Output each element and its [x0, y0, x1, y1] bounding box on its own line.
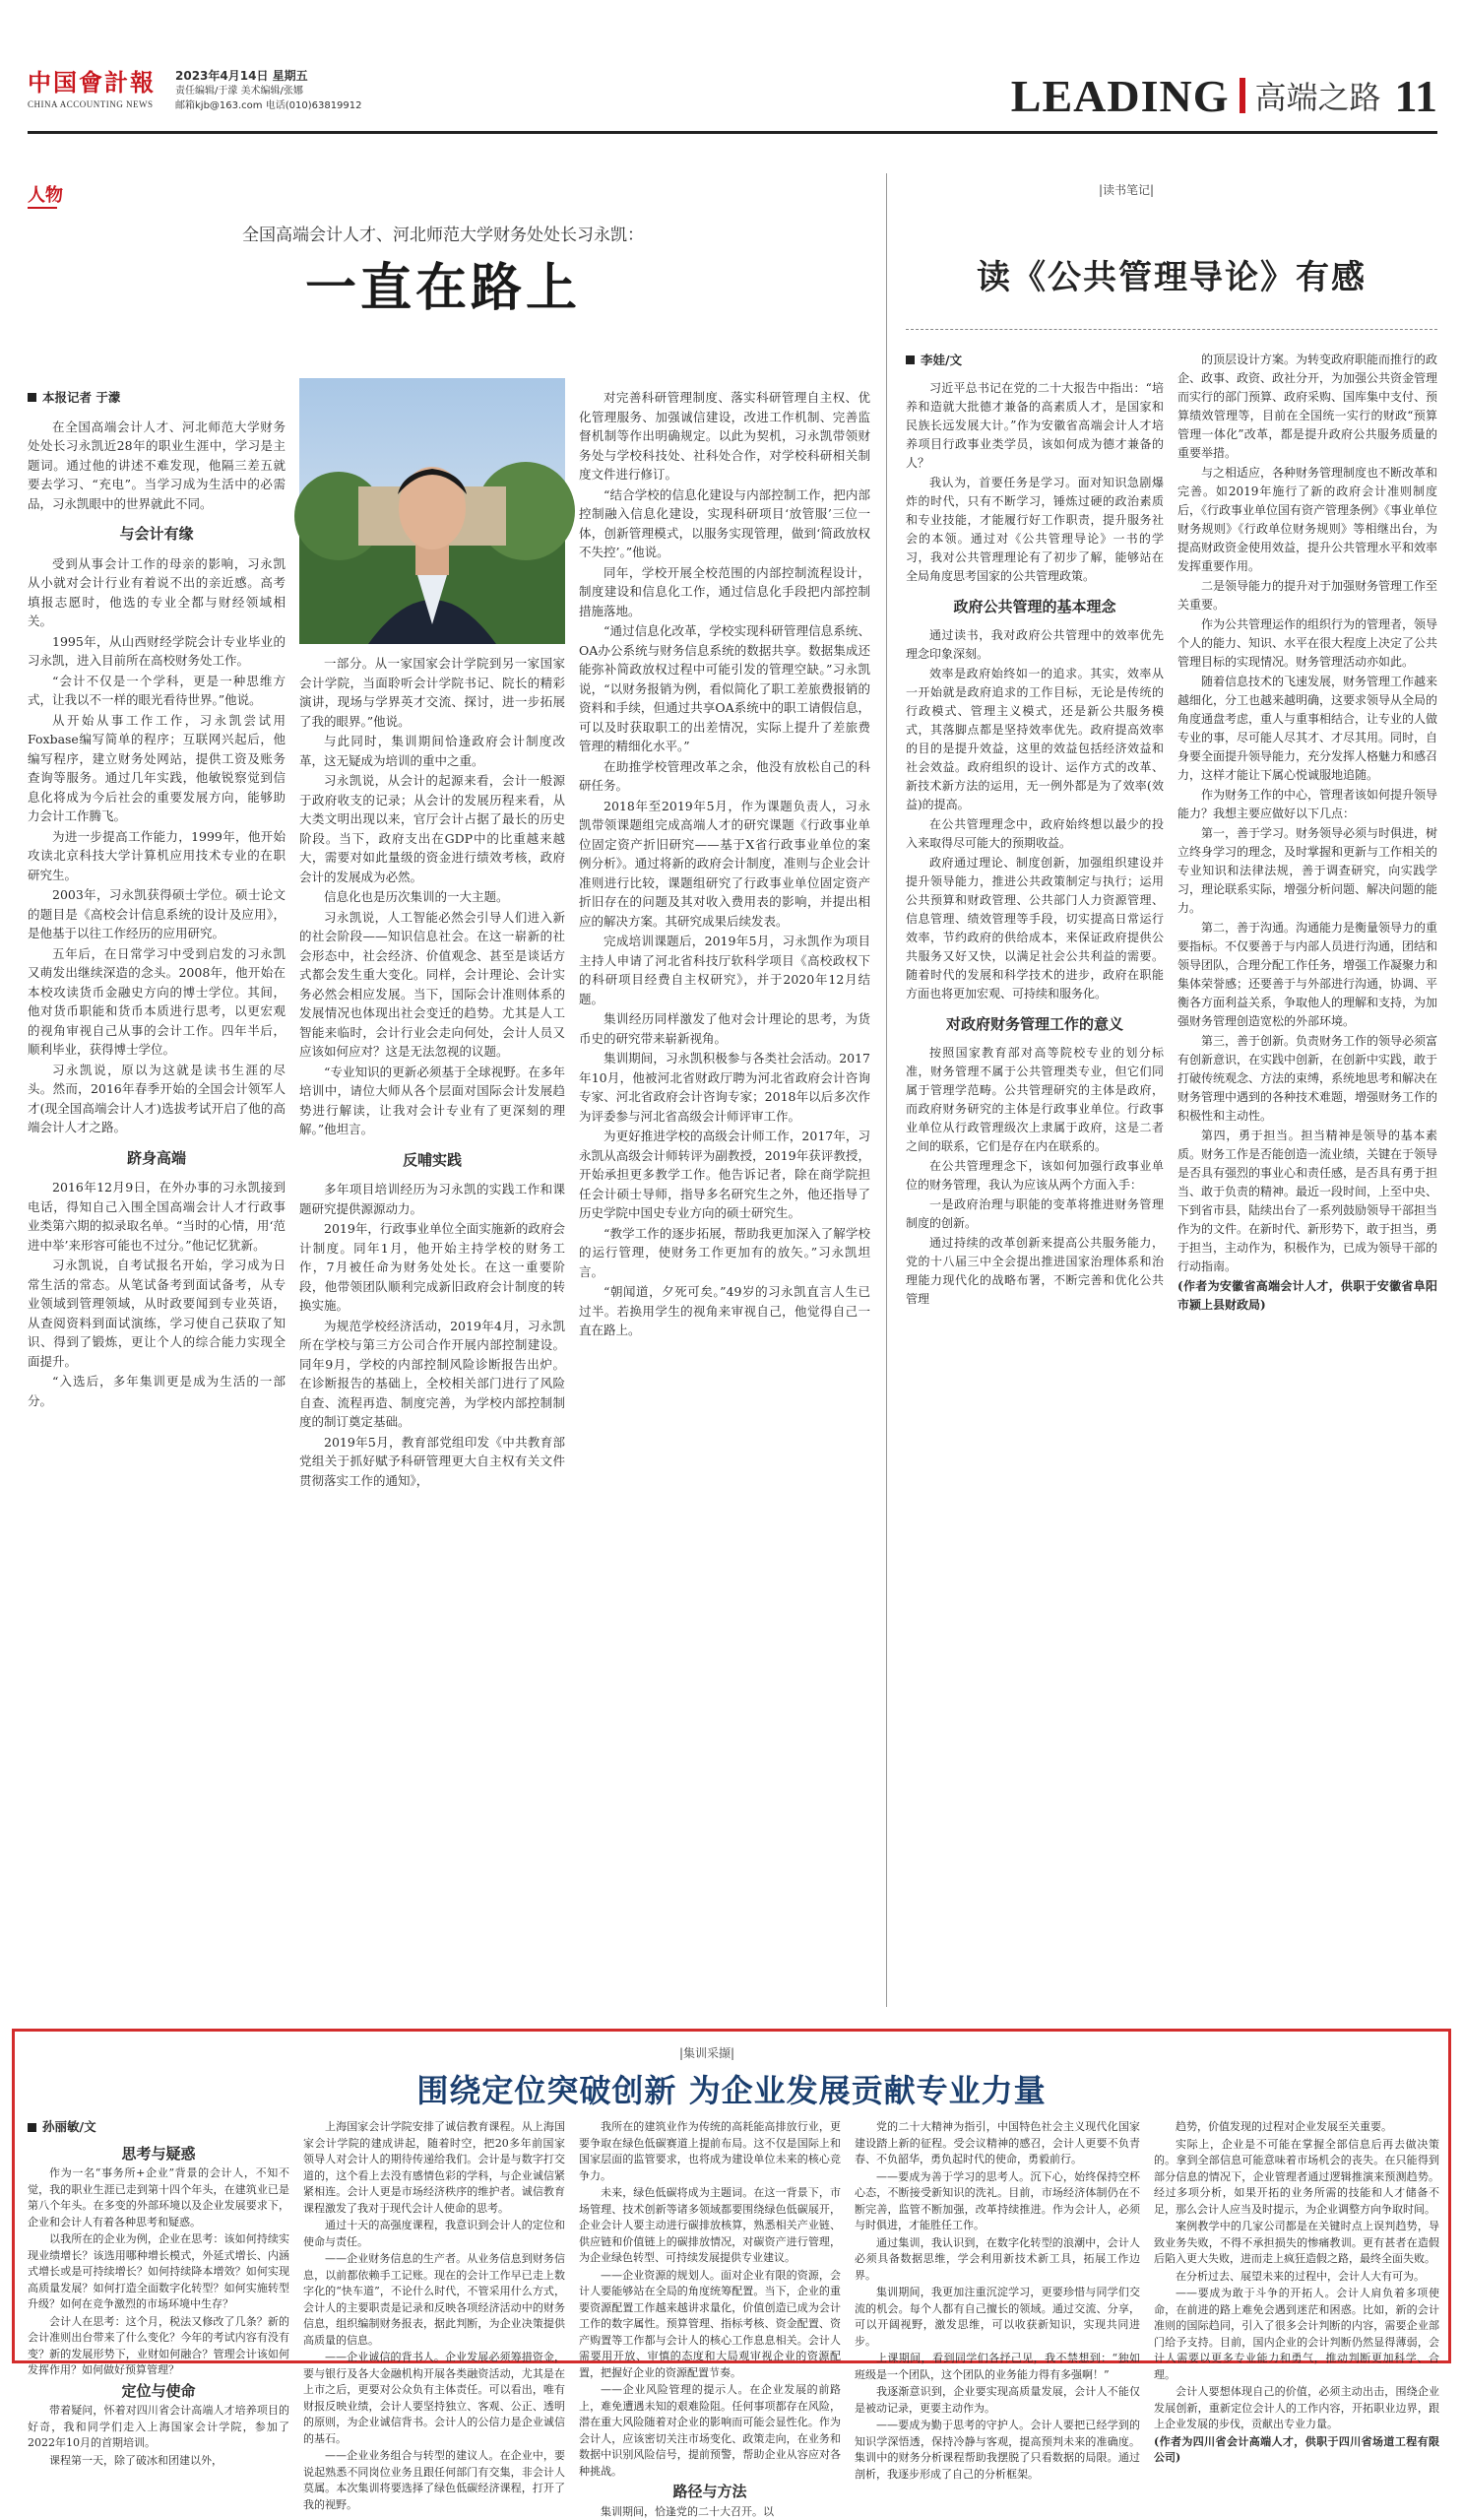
paragraph: 第二，善于沟通。沟通能力是衡量领导力的重要指标。不仅要善于与内部人员进行沟通，团结和领导团队，合理分配工作任务，增强工作凝聚力和集体荣誉感；还要善于与外部进行沟通，协调、平衡各方面利益关系，争取他人的理解和支持，为加强财务管理创造宽松的外部环境。 — [1177, 919, 1437, 1031]
paragraph: 实际上，企业是不可能在掌握全部信息后再去做决策的。拿到全部信息可能意味着市场机会的丧失。在只能得到部分信息的情况下，企业管理者通过逻辑推演来预测趋势。经过多项分析，如果开拓的业务所需的技能和人才储备不足，那么会计人应当及时提示，为企业调整方向争取时间。 — [1154, 2137, 1439, 2219]
reading-column-2 — [1177, 351, 1437, 2015]
paragraph: 2016年12月9日，在外办事的习永凯接到电话，得知自己入围全国高端会计人才行政事业类第六期的拟录取名单。“当时的心情，用‘范进中举’来形容可能也不过分。”他记忆犹新。 — [28, 1178, 286, 1255]
paragraph: ——要成为善于学习的思考人。沉下心，始终保持空杯心态，不断接受新知识的洗礼。目前，市场经济体制仍在不断完善，监管不断加强，改革持续推进。作为会计人，必须与时俱进，才能胜任工作。 — [855, 2169, 1140, 2234]
paragraph: 在公共管理理念中，政府始终想以最少的投入来取得尽可能大的预期收益。 — [906, 815, 1164, 853]
paragraph: “专业知识的更新必须基于全球视野。在多年培训中，请位大师从各个层面对国际会计发展趋势进行解读，让我对会计专业有了更深刻的理解。”他坦言。 — [299, 1063, 565, 1139]
kicker-person: 人物 — [28, 181, 63, 207]
paragraph: 对完善科研管理制度、落实科研管理自主权、优化管理服务、加强诚信建设，改进工作机制、完善监督机制等作出明确规定。以此为契机，习永凯带领财务处与学校科技处、社科处合作，对学校科研相关制度文件进行修订。 — [579, 388, 870, 485]
section-heading: 定位与使命 — [28, 2383, 289, 2400]
logo-cn: 中国會計報 — [28, 63, 167, 97]
paragraph: 第三，善于创新。负责财务工作的领导必须富有创新意识，在实践中创新，在创新中实践，敢于打破传统观念、方法的束缚，系统地思考和解决在财务管理中遇到的各种技术难题，增强财务工作的积极性和主动性。 — [1177, 1032, 1437, 1126]
paragraph: 2003年，习永凯获得硕士学位。硕士论文的题目是《高校会计信息系统的设计及应用》，是他基于以往工作经历的应用研究。 — [28, 885, 286, 943]
paragraph: “会计不仅是一个学科，更是一种思维方式，让我以不一样的眼光看待世界。”他说。 — [28, 672, 286, 710]
training-column-4 — [855, 2119, 1140, 2356]
paragraph: 通过集训，我认识到，在数字化转型的浪潮中，会计人必须具备数据思维，学会利用新技术新工具，拓展工作边界。 — [855, 2235, 1140, 2285]
kicker-underline — [28, 207, 57, 209]
paragraph: 在助推学校管理改革之余，他没有放松自己的科研任务。 — [579, 757, 870, 796]
author-credit: (作者为四川省会计高端人才，供职于四川省场道工程有限公司) — [1154, 2434, 1439, 2467]
paragraph: 党的二十大精神为指引，中国特色社会主义现代化国家建设踏上新的征程。受会议精神的感召，会计人更要不负青春、不负韶华，勇负起时代的使命，勇毅前行。 — [855, 2119, 1140, 2168]
column-tag-training: |集训采撷| — [679, 2044, 734, 2061]
paragraph: 效率是政府始终如一的追求。其实，效率从一开始就是政府追求的工作目标，无论是传统的行政模式、管理主义模式，还是新公共服务模式，其落脚点都是坚持效率优先。政府提高效率的目的是提升效益，这里的效益包括经济效益和社会效益。政府组织的设计、运作方式的改革、新技术新方法的运用，无一例外都是为了效率(效益)的提高。 — [906, 665, 1164, 814]
masthead — [28, 61, 1437, 134]
paragraph: 集训经历同样激发了他对会计理论的思考，为货币史的研究带来崭新视角。 — [579, 1009, 870, 1048]
paragraph: 为更好推进学校的高级会计师工作，2017年，习永凯从高级会计师转评为副教授，2019年获评教授，开始承担更多教学工作。他告诉记者，除在商学院担任会计硕士导师，指导多名研究生之外，他还指导了历史学院中国史专业方向的硕士研究生。 — [579, 1127, 870, 1223]
person-intro — [28, 418, 286, 514]
paragraph: 为规范学校经济活动，2019年4月，习永凯所在学校与第三方公司合作开展内部控制建设。同年9月，学校的内部控制风险诊断报告出炉。在诊断报告的基础上，全校相关部门进行了风险自查、流程再造、制度完善，为学校内部控制制度的制订奠定基础。 — [299, 1317, 565, 1432]
paragraph: 在全国高端会计人才、河北师范大学财务处处长习永凯近28年的职业生涯中，学习是主题词。通过他的讲述不难发现，他隔三差五就要去学习、“充电”。当学习成为生活中的必需品，习永凯眼中的世界就此不同。 — [28, 418, 286, 514]
paragraph: ——企业风险管理的提示人。在企业发展的前路上，难免遭遇未知的艰难险阻。任何事项都存在风险，潜在重大风险随着对企业的影响而可能会显性化。作为会计人，应该密切关注市场变化、政策走向，在业务和数据中识别风险信号，提前预警，帮助企业从容应对各种挑战。 — [579, 2382, 841, 2480]
section-en: LEADING — [1011, 70, 1230, 122]
paragraph: 与之相适应，各种财务管理制度也不断改革和完善。如2019年施行了新的政府会计准则制度后，《行政事业单位国有资产管理条例》《事业单位财务规则》《行政单位财务规则》等相继出台，为提高财政资金使用效益，提升公共管理水平和效率发挥重要作用。 — [1177, 464, 1437, 576]
training-col3b-paragraphs — [579, 2504, 841, 2520]
paragraph: 在分析过去、展望未来的过程中，会计人大有可为。 — [1154, 2269, 1439, 2286]
paragraph: ——要成为敢于斗争的开拓人。会计人肩负着多项使命，在前进的路上难免会遇到迷茫和困惑。比如，新的会计准则的国际趋同，引入了很多会计判断的内容，需要企业部门给予支持。目前，国内企业的会计判断仍然显得薄弱，会计人需要以更多专业能力和勇气，推动判断更加科学、合理。 — [1154, 2286, 1439, 2383]
issue-meta — [175, 69, 362, 113]
paragraph: 习永凯说，自考试报名开始，学习成为日常生活的常态。从笔试备考到面试备考，从专业领域到管理领域，从时政要闻到专业英语，从查阅资料到面试演练，学习使自己获取了知识、得到了锻炼，更让个人的综合能力实现全面提升。 — [28, 1256, 286, 1371]
reading-col2-paragraphs — [1177, 351, 1437, 1276]
training-column-2 — [303, 2119, 565, 2356]
column-divider — [886, 173, 887, 2007]
paragraph: 2018年至2019年5月，作为课题负责人，习永凯带领课题组完成高端人才的研究课题《行政事业单位固定资产折旧研究——基于X省行政事业单位的案例分析》。通过将新的政府会计制度，准则与企业会计准则进行比较，课题组研究了行政事业单位固定资产折旧存在的问题及其对收入费用表的影响，并提出相应的解决方案。其研究成果后续发表。 — [579, 797, 870, 932]
training-column-5 — [1154, 2119, 1439, 2356]
paragraph: 通过持续的改革创新来提高公共服务能力，党的十八届三中全会提出推进国家治理体系和治理能力现代化的战略布署，不断完善和优化公共管理 — [906, 1234, 1164, 1309]
paragraph: ——企业诚信的背书人。企业发展必须筹措资金，要与银行及各大金融机构开展各类融资活动，尤其是在上市之后，更要对公众负有主体责任。可以看出，唯有财报反映业绩，会计人要坚持独立、客观、公正、透明的原则，为企业诚信背书。会计人的公信力是企业诚信的基石。 — [303, 2350, 565, 2447]
logo-en: CHINA ACCOUNTING NEWS — [28, 99, 167, 109]
paragraph: 习永凯说，人工智能必然会引导人们进入新的社会阶段——知识信息社会。在这一崭新的社会形态中，社会经济、价值观念、甚至是谈话方式都会发生重大变化。同样，会计理论、会计实务必然会相应发展。当下，国际会计准则体系的发展情况也体现出社会变迁的趋势。尤其是人工智能来临时，会计行业会走向何处，会计人员又应该如何应对？这是无法忽视的议题。 — [299, 908, 565, 1062]
paragraph: 习永凯说，从会计的起源来看，会计一般源于政府收支的记录；从会计的发展历程来看，从大类文明出现以来，官厅会计占据了最长的历史阶段。当下，政府支出在GDP中的比重越来越大，需要对如此量级的资金进行绩效考核，政府会计的发展成为必然。 — [299, 771, 565, 886]
column-tag-reading: |读书笔记| — [1099, 181, 1154, 198]
paragraph: 同年，学校开展全校范围的内部控制流程设计，制度建设和信息化工作，通过信息化手段把内部控制措施落地。 — [579, 563, 870, 621]
training-col5-paragraphs — [1154, 2119, 1439, 2433]
training-column-3 — [579, 2119, 841, 2356]
paragraph: ——企业财务信息的生产者。从业务信息到财务信息，以前都依赖手工记账。现在的会计工作早已走上数字化的“快车道”，不论什么时代，不管采用什么方式，会计人的主要职责是记录和反映各项经济活动中的财务信息，组织编制财务报表，据此判断，为企业决策提供高质量的信息。 — [303, 2251, 565, 2349]
paragraph: 2019年5月，教育部党组印发《中共教育部党组关于抓好赋予科研管理更大自主权有关文件贯彻落实工作的通知》， — [299, 1433, 565, 1491]
paragraph: 上海国家会计学院安排了诚信教育课程。从上海国家会计学院的建成讲起，随着时空，把20多年前国家领导人对会计人的期待传递给我们。会计是与数字打交道的，这个看上去没有感情色彩的学科，与企业诚信紧紧相连。会计人更是市场经济秩序的维护者。诚信教育课程激发了我对于现代会计人使命的思考。 — [303, 2119, 565, 2217]
training-section-1 — [28, 2165, 289, 2379]
reading-byline: 李娃/文 — [906, 351, 1164, 369]
section-heading: 思考与疑惑 — [28, 2146, 289, 2163]
paragraph: 集训期间，我更加注重沉淀学习，更要珍惜与同学们交流的机会。每个人都有自己擅长的领域。通过交流、分享，可以开阔视野，激发思维，可以收获新知识，实现共同进步。 — [855, 2285, 1140, 2350]
reading-section-2 — [906, 1044, 1164, 1309]
paragraph: 的顶层设计方案。为转变政府职能而推行的政企、政事、政资、政社分开，为加强公共资金管理而实行的部门预算、政府采购、国库集中支付、预算绩效管理等，目前在全国统一实行的财政“预算管理一体化”改革，都是提升政府公共服务质量的重要举措。 — [1177, 351, 1437, 463]
paragraph: 信息化也是历次集训的一大主题。 — [299, 887, 565, 907]
reading-section-1 — [906, 626, 1164, 1003]
paragraph: 在公共管理理念下，该如何加强行政事业单位的财务管理，我认为应该从两个方面入手： — [906, 1157, 1164, 1195]
paragraph: 作为一名“事务所+企业”背景的会计人，不知不觉，我的职业生涯已走到第十四个年头，在建筑业已是第八个年头。在多变的外部环境以及企业发展要求下，企业和会计人有着各种思考和疑惑。 — [28, 2165, 289, 2230]
section-heading: 反哺实践 — [299, 1151, 565, 1171]
section-heading: 对政府财务管理工作的意义 — [906, 1015, 1164, 1034]
issue-contact: 邮箱kjb@163.com 电话(010)63819912 — [175, 98, 362, 113]
paragraph: 与此同时，集训期间恰逢政府会计制度改革，这无疑成为培训的重中之重。 — [299, 732, 565, 770]
paragraph: 集训期间，恰逢党的二十大召开。以 — [579, 2504, 841, 2520]
page-number: 11 — [1395, 70, 1437, 122]
training-section-2 — [28, 2403, 289, 2469]
paragraph: 从开始从事工作工作，习永凯尝试用Foxbase编写简单的程序；互联网兴起后，他编写程序，建立财务处网站，提供工资及账务查询等服务。通过几年实践，他敏锐察觉到信息化将成为今后社会的重要发展方向，能够助力会计工作腾飞。 — [28, 711, 286, 826]
paragraph: 带着疑问，怀着对四川省会计高端人才培养项目的好奇，我和同学们走入上海国家会计学院，参加了2022年10月的首期培训。 — [28, 2403, 289, 2452]
paragraph: 完成培训课题后，2019年5月，习永凯作为项目主持人申请了河北省科技厅软科学项目《高校政权下的科研项目经费自主权研究》，并于2020年12月结题。 — [579, 932, 870, 1008]
author-credit: (作者为安徽省高端会计人才，供职于安徽省阜阳市颍上县财政局) — [1177, 1277, 1437, 1315]
issue-editors: 责任编辑/于濛 美术编辑/张娜 — [175, 84, 362, 98]
paragraph: 上课期间，看到同学们各抒己见，我不禁想到：“独如班级是一个团队，这个团队的业务能力得有多强啊！” — [855, 2351, 1140, 2383]
paragraph: 会计人要想体现自己的价值，必须主动出击，围绕企业发展创新，重新定位会计人的工作内容，开拓职业边界，跟上企业发展的步伐，贡献出专业力量。 — [1154, 2384, 1439, 2433]
paragraph: 会计人在思考：这个月，税法又修改了几条？新的会计准则出台带来了什么变化？今年的考试内容有没有变？新的发展形势下，业财如何融合？管理会计该如何发挥作用？如何做好预算管理？ — [28, 2314, 289, 2379]
paragraph: 1995年，从山西财经学院会计专业毕业的习永凯，进入目前所在高校财务处工作。 — [28, 632, 286, 671]
person-col2b-paragraphs — [299, 1180, 565, 1490]
paragraph: 我逐渐意识到，企业要实现高质量发展，会计人不能仅是被动记录，更要主动作为。 — [855, 2384, 1140, 2417]
paragraph: ——企业资源的规划人。面对企业有限的资源，会计人要能够站在全局的角度统筹配置。当下，企业的重要资源配置工作越来越讲求量化，价值创造已成为会计工作的数字属性。预算管理、指标考核、资金配置、资产购置等工作都与会计人的核心工作息息相关。会计人需要用开放、审慎的态度和大局观审视企业的资源配置，把握好企业的资源配置节奏。 — [579, 2268, 841, 2382]
person-column-3 — [579, 388, 870, 2013]
training-col4-paragraphs — [855, 2119, 1140, 2483]
training-col3-paragraphs — [579, 2119, 841, 2480]
person-column-2 — [299, 654, 565, 2013]
section-cn: 高端之路 — [1255, 73, 1381, 118]
paragraph: 未来，绿色低碳将成为主题词。在这一背景下，市场管理、技术创新等诸多领域都要围绕绿色低碳展开，企业会计人要主动进行碳排放核算，熟悉相关产业链、供应链和价值链上的碳排放情况，对碳资产进行管理，为企业绿色转型、可持续发展提供专业建议。 — [579, 2185, 841, 2267]
portrait-photo — [299, 378, 565, 644]
paragraph: 趋势，价值发现的过程对企业发展至关重要。 — [1154, 2119, 1439, 2136]
paragraph: 二是领导能力的提升对于加强财务管理工作至关重要。 — [1177, 577, 1437, 614]
article-title: 一直在路上 — [108, 246, 778, 320]
page-section-header — [1011, 61, 1437, 130]
person-col3-paragraphs — [579, 388, 870, 1340]
paragraph: 第四，勇于担当。担当精神是领导的基本素质。财务工作是否能创造一流业绩，关键在于领导是否具有强烈的事业心和责任感，是否具有勇于担当、敢于负责的精神。最近一段时间，上至中央、下到省市县，陆续出台了一系列鼓励领导干部担当作为的文件。在新时代、新形势下，敢于担当，勇于担当，主动作为，积极作为，已成为领导干部的行动指南。 — [1177, 1127, 1437, 1276]
paragraph: 习永凯说，原以为这就是读书生涯的尽头。然而，2016年春季开始的全国会计领军人才(现全国高端会计人才)选拔考试开启了他的高端会计人才之路。 — [28, 1061, 286, 1137]
title-rule — [906, 329, 1437, 330]
paragraph: 政府通过理论、制度创新，加强组织建设并提升领导能力，推进公共政策制定与执行；运用公共预算和财政管理、公共部门人力资源管理、信息管理、绩效管理等手段，切实提高日常运行效率，节约政府的供给成本，来保证政府提供公共服务又好又快，以满足社会公共利益的需要。随着时代的发展和科学技术的进步，政府在职能方面也将更加宏观、可持续和服务化。 — [906, 854, 1164, 1003]
training-column-1 — [28, 2119, 289, 2356]
section-heading: 跻身高端 — [28, 1149, 286, 1169]
paragraph: 随着信息技术的飞速发展，财务管理工作越来越细化，分工也越来越明确，这要求领导从全局的角度通盘考虑，重人与重事相结合，让专业的人做专业的事，尽可能人尽其才、才尽其用。同时，自身要全面提升领导能力，充分发挥人格魅力和感召力，这样才能让下属心悦诚服地追随。 — [1177, 673, 1437, 785]
article-subtitle: 全国高端会计人才、河北师范大学财务处处长习永凯： — [108, 221, 778, 245]
paragraph: “朝闻道，夕死可矣。”49岁的习永凯直言人生已过半。若换用学生的视角来审视自己，他觉得自己一直在路上。 — [579, 1282, 870, 1340]
paragraph: 习近平总书记在党的二十大报告中指出：“培养和造就大批德才兼备的高素质人才，是国家和民族长远发展大计。”作为安徽省高端会计人才培养项目行政事业类学员，该如何成为德才兼备的人？ — [906, 379, 1164, 473]
paragraph: 作为财务工作的中心，管理者该如何提升领导能力？我想主要应做好以下几点： — [1177, 786, 1437, 823]
paragraph: 第一，善于学习。财务领导必须与时俱进，树立终身学习的理念，及时掌握和更新与工作相关的专业知识和法律法规，善于调查研究，向实践学习，理论联系实际，增强分析问题、解决问题的能力。 — [1177, 824, 1437, 918]
reporter-byline: 本报记者 于濛 — [28, 388, 286, 408]
paragraph: 以我所在的企业为例，企业在思考：该如何持续实现业绩增长？该选用哪种增长模式，外延式增长、内涵式增长或是可持续增长？如何持续降本增效？如何实现高质量发展？如何打造全面数字化转型？如何实施转型升级？如何在竞争激烈的市场环境中生存？ — [28, 2231, 289, 2313]
section-divider — [1240, 78, 1245, 113]
paragraph: 五年后，在日常学习中受到启发的习永凯又萌发出继续深造的念头。2008年，他开始在本校攻读货币金融史方向的博士学位。其间，他对货币职能和货币本质进行思考，以更宏观的视角审视自己从事的会计工作。四年半后，顺利毕业，获得博士学位。 — [28, 944, 286, 1060]
paragraph: “教学工作的逐步拓展，帮助我更加深入了解学校的运行管理，使财务工作更加有的放矢。”习永凯坦言。 — [579, 1224, 870, 1282]
paragraph: ——企业业务组合与转型的建议人。在企业中，要说起熟悉不同岗位业务且跟任何部门有交集，非会计人莫属。本次集训将要选择了绿色低碳经济课程，打开了我的视野。 — [303, 2448, 565, 2513]
reading-title: 读《公共管理导论》有感 — [906, 250, 1437, 298]
section-heading: 与会计有缘 — [28, 525, 286, 545]
person-section-1 — [28, 554, 286, 1137]
paragraph: 集训期间，习永凯积极参与各类社会活动。2017年10月，他被河北省财政厅聘为河北省政府会计咨询专家、河北省政府会计咨询专家；2018年以后多次作为评委参与河北省高级会计师评审工作。 — [579, 1049, 870, 1126]
paragraph: 按照国家教育部对高等院校专业的划分标准，财务管理不属于公共管理类专业，但它们同属于管理学范畴。公共管理研究的主体是政府，而政府财务研究的主体是行政事业单位。行政事业单位从行政管理级次上隶属于政府，这是二者之间的联系，它们是存在内在联系的。 — [906, 1044, 1164, 1156]
issue-date: 2023年4月14日 星期五 — [175, 69, 362, 84]
training-col2-paragraphs — [303, 2119, 565, 2513]
training-title: 围绕定位突破创新 为企业发展贡献专业力量 — [59, 2066, 1404, 2111]
paragraph: 一是政府治理与职能的变革将推进财务管理制度的创新。 — [906, 1195, 1164, 1233]
person-col2-paragraphs — [299, 654, 565, 1139]
person-section-2 — [28, 1178, 286, 1410]
paragraph: 我认为，首要任务是学习。面对知识急剧爆炸的时代，只有不断学习，锤炼过硬的政治素质和专业技能，才能履行好工作职责，提升服务社会的本领。通过对《公共管理导论》一书的学习，我对公共管理理论有了初步了解，能够站在全局角度思考国家的公共管理政策。 — [906, 474, 1164, 586]
paragraph: ——要成为勤于思考的守护人。会计人要把已经学到的知识学深悟透，保持冷静与客观，提高预判未来的准确度。集训中的财务分析课程帮助我摆脱了只看数据的局限。通过剖析，我逐步形成了自己的分析框架。 — [855, 2418, 1140, 2483]
training-byline: 孙丽敏/文 — [28, 2119, 289, 2136]
paragraph: 一部分。从一家国家会计学院到另一家国家会计学院，当面聆听会计学院书记、院长的精彩演讲，现场与学界英才交流、探讨，进一步拓展了我的眼界。”他说。 — [299, 654, 565, 731]
paragraph: 多年项目培训经历为习永凯的实践工作和课题研究提供源源动力。 — [299, 1180, 565, 1218]
paragraph: 通过十天的高强度课程，我意识到会计人的定位和使命与责任。 — [303, 2218, 565, 2250]
paragraph: “入选后，多年集训更是成为生活的一部分。 — [28, 1372, 286, 1410]
newspaper-logo — [28, 63, 167, 109]
paragraph: 受到从事会计工作的母亲的影响，习永凯从小就对会计行业有着说不出的亲近感。高考填报志愿时，他选的专业全都与财经领域相关。 — [28, 554, 286, 631]
paragraph: “结合学校的信息化建设与内部控制工作，把内部控制融入信息化建设，实现科研项目‘放管服’三位一体，创新管理模式，以服务实现管理，做到‘简政放权不失控’。”他说。 — [579, 485, 870, 562]
paragraph: “通过信息化改革，学校实现科研管理信息系统、OA办公系统与财务信息系统的数据共享。数据集成还能弥补简政放权过程中可能引发的管理空缺。”习永凯说，“以财务报销为例，看似简化了职工差旅费报销的资料和手续，但通过共享OA系统中的职工请假信息，可以及时获取职工的出差情况，实际上提升了差旅费管理的精细化水平。” — [579, 621, 870, 756]
reading-intro — [906, 379, 1164, 586]
paragraph: 我所在的建筑业作为传统的高耗能高排放行业，更要争取在绿色低碳赛道上提前布局。这不仅是国际上和国家层面的监管要求，也将成为建设单位未来的核心竞争力。 — [579, 2119, 841, 2184]
paragraph: 案例教学中的几家公司都是在关键时点上误判趋势，导致业务失败，不得不承担损失的惨痛教训。更有甚者在造假后陷入更大失败，进而走上疯狂造假之路，最终全面失败。 — [1154, 2219, 1439, 2268]
reading-column-1 — [906, 351, 1164, 2015]
paragraph: 通过读书，我对政府公共管理中的效率优先理念印象深刻。 — [906, 626, 1164, 664]
paragraph: 作为公共管理运作的组织行为的管理者，领导个人的能力、知识、水平在很大程度上决定了公共管理目标的实现情况。财务管理活动亦如此。 — [1177, 615, 1437, 672]
paragraph: 2019年，行政事业单位全面实施新的政府会计制度。同年1月，他开始主持学校的财务工作，7月被任命为财务处处长。在这一重要阶段，他带领团队顺利完成新旧政府会计制度的转换实施。 — [299, 1219, 565, 1316]
section-heading: 政府公共管理的基本理念 — [906, 598, 1164, 616]
person-column-1 — [28, 388, 286, 2013]
paragraph: 课程第一天，除了破冰和团建以外， — [28, 2453, 289, 2470]
section-heading: 路径与方法 — [579, 2484, 841, 2500]
paragraph: 为进一步提高工作能力，1999年，他开始攻读北京科技大学计算机应用技术专业的在职研究生。 — [28, 827, 286, 885]
